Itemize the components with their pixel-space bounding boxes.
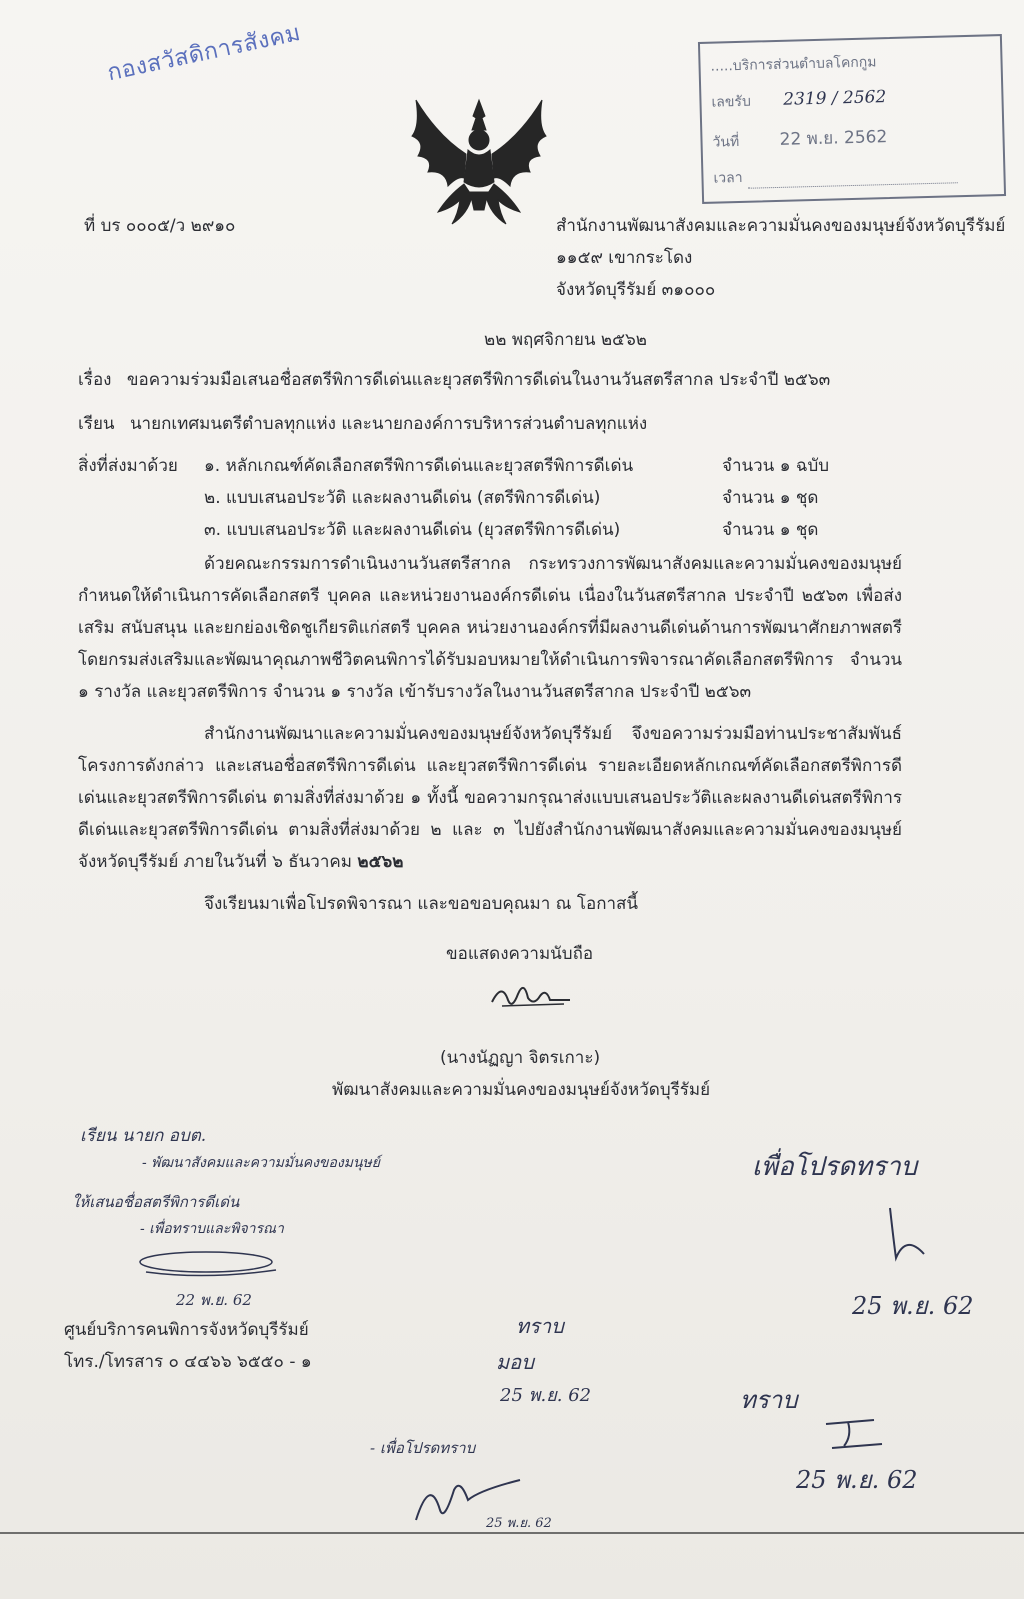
handwritten-note-left-4: - เพื่อทราบและพิจารณา xyxy=(140,1221,284,1237)
subject-text: ขอความร่วมมือเสนอชื่อสตรีพิการดีเด่นและยุวสตรีพิการดีเด่นในงานวันสตรีสากล ประจำปี ๒๕๖๓ xyxy=(126,370,831,390)
body-paragraph-3: จึงเรียนมาเพื่อโปรดพิจารณา และขอขอบคุณมา ณ โอกาสนี้ xyxy=(204,894,639,914)
body-paragraph-2 xyxy=(78,718,902,878)
receive-stamp-number: 2319 / 2562 xyxy=(783,87,887,110)
footer-unit: ศูนย์บริการคนพิการจังหวัดบุรีรัมย์ xyxy=(64,1320,309,1340)
receive-stamp-date-label: วันที่ xyxy=(712,133,740,151)
signature-icon xyxy=(488,976,574,1016)
page-bottom-edge xyxy=(0,1532,1024,1534)
handwritten-bottom-date: 25 พ.ย. 62 xyxy=(486,1516,552,1531)
handwritten-mid-2: มอบ xyxy=(496,1350,534,1374)
signer-title: พัฒนาสังคมและความมั่นคงของมนุษย์จังหวัดบุรีรัมย์ xyxy=(332,1080,711,1100)
handwritten-note-left-2: - พัฒนาสังคมและความมั่นคงของมนุษย์ xyxy=(142,1155,380,1171)
handwritten-note-right-date: 25 พ.ย. 62 xyxy=(852,1292,974,1320)
handwritten-signature-left-icon xyxy=(136,1246,286,1286)
sender-address-line2: จังหวัดบุรีรัมย์ ๓๑๐๐๐ xyxy=(556,280,716,300)
body-paragraph-2-year: ๒๕๖๒ xyxy=(357,852,404,872)
handwritten-note-right: เพื่อโปรดทราบ xyxy=(752,1152,918,1182)
handwritten-mid-date: 25 พ.ย. 62 xyxy=(500,1385,592,1406)
subject-label: เรื่อง xyxy=(78,370,112,390)
handwritten-initials-right2-icon xyxy=(818,1414,888,1454)
body-paragraph-1: ด้วยคณะกรรมการดำเนินงานวันสตรีสากล กระทรวงการพัฒนาสังคมและความมั่นคงของมนุษย์ กำหนดให้ดำเนินการคัดเลือกสตรี บุคคล และหน่วยงานองค์กรดีเด่น เนื่องในวันสตรีสากล ประจำปี ๒๕๖๓ เพื่อส่งเสริม สนับสนุน และยกย่องเชิดชูเกียรติแก่สตรี บุคคล หน่วยงานองค์กรที่มีผลงานดีเด่นด้านการพัฒนาศักยภาพสตรี โดยกรมส่งเสริมและพัฒนาคุณภาพชีวิตคนพิการได้รับมอบหมายให้ดำเนินการพิจารณาคัดเลือกสตรีพิการ จำนวน ๑ รางวัล และยุวสตรีพิการ จำนวน ๑ รางวัล เข้ารับรางวัลในงานวันสตรีสากล ประจำปี ๒๕๖๓ xyxy=(78,554,902,702)
handwritten-bottom-note: - เพื่อโปรดทราบ xyxy=(370,1439,476,1457)
handwritten-initials-right-icon xyxy=(880,1204,940,1264)
recipient-row xyxy=(78,410,647,437)
receive-stamp-time-row xyxy=(713,161,957,189)
handwritten-note-left-date: 22 พ.ย. 62 xyxy=(176,1291,252,1309)
body-paragraph-2-text: สำนักงานพัฒนาและความมั่นคงของมนุษย์จังหวัดบุรีรัมย์ จึงขอความร่วมมือท่านประชาสัมพันธ์โครงการดังกล่าว และเสนอชื่อสตรีพิการดีเด่น และยุวสตรีพิการดีเด่น รายละเอียดหลักเกณฑ์คัดเลือกสตรีพิการดีเด่นและยุวสตรีพิการดีเด่น ตามสิ่งที่ส่งมาด้วย ๑ ทั้งนี้ ขอความกรุณาส่งแบบเสนอประวัติและผลงานดีเด่นสตรีพิการดีเด่นและยุวสตรีพิการดีเด่น ตามสิ่งที่ส่งมาด้วย ๒ และ ๓ ไปยังสำนักงานพัฒนาสังคมและความมั่นคงของมนุษย์จังหวัดบุรีรัมย์ ภายในวันที่ ๖ ธันวาคม xyxy=(78,724,902,872)
enclosure-qty-2: จำนวน ๑ ชุด xyxy=(722,488,819,508)
recipient-text: นายกเทศมนตรีตำบลทุกแห่ง และนายกองค์การบริหารส่วนตำบลทุกแห่ง xyxy=(129,414,648,434)
handwritten-note-left-3: ให้เสนอชื่อสตรีพิการดีเด่น xyxy=(72,1193,240,1211)
enclosures-label: สิ่งที่ส่งมาด้วย xyxy=(78,456,178,476)
receive-stamp-number-row xyxy=(711,87,886,114)
sender-address-line1: ๑๑๕๙ เขากระโดง xyxy=(556,248,693,268)
receive-stamp xyxy=(698,34,1006,204)
letter-date: ๒๒ พฤศจิกายน ๒๕๖๒ xyxy=(484,330,647,350)
enclosure-item-1: ๑. หลักเกณฑ์คัดเลือกสตรีพิการดีเด่นและยุวสตรีพิการดีเด่น xyxy=(204,456,634,476)
department-stamp: กองสวัสดิการสังคม xyxy=(105,19,304,87)
footer-phone: โทร./โทรสาร ๐ ๔๔๖๖ ๖๕๕๐ - ๑ xyxy=(64,1352,312,1372)
subject-row xyxy=(78,366,830,393)
enclosure-item-3: ๓. แบบเสนอประวัติ และผลงานดีเด่น (ยุวสตรีพิการดีเด่น) xyxy=(204,520,621,540)
sender-office: สำนักงานพัฒนาสังคมและความมั่นคงของมนุษย์จังหวัดบุรีรัมย์ xyxy=(556,216,1006,236)
signer-name: (นางนัฏญา จิตรเกาะ) xyxy=(440,1048,601,1068)
receive-stamp-time-line xyxy=(747,182,957,188)
receive-stamp-date-row xyxy=(712,123,887,155)
enclosure-item-2: ๒. แบบเสนอประวัติ และผลงานดีเด่น (สตรีพิการดีเด่น) xyxy=(204,488,601,508)
handwritten-right-2: ทราบ xyxy=(740,1386,798,1414)
handwritten-note-left-1: เรียน นายก อบต. xyxy=(80,1126,207,1146)
closing-text: ขอแสดงความนับถือ xyxy=(446,944,594,964)
receive-stamp-time-label: เวลา xyxy=(713,169,743,187)
receive-stamp-number-label: เลขรับ xyxy=(711,93,752,111)
enclosure-qty-3: จำนวน ๑ ชุด xyxy=(722,520,819,540)
enclosure-qty-1: จำนวน ๑ ฉบับ xyxy=(722,456,830,476)
garuda-emblem-icon xyxy=(408,96,550,228)
document-number: ที่ บร ๐๐๐๕/ว ๒๙๑๐ xyxy=(84,216,236,236)
handwritten-mid-1: ทราบ xyxy=(516,1314,564,1338)
handwritten-right-2-date: 25 พ.ย. 62 xyxy=(796,1466,918,1494)
recipient-label: เรียน xyxy=(78,414,115,434)
receive-stamp-date: 22 พ.ย. 2562 xyxy=(779,127,888,150)
receive-stamp-org: .....บริการส่วนตำบลโคกกูม xyxy=(710,54,877,75)
